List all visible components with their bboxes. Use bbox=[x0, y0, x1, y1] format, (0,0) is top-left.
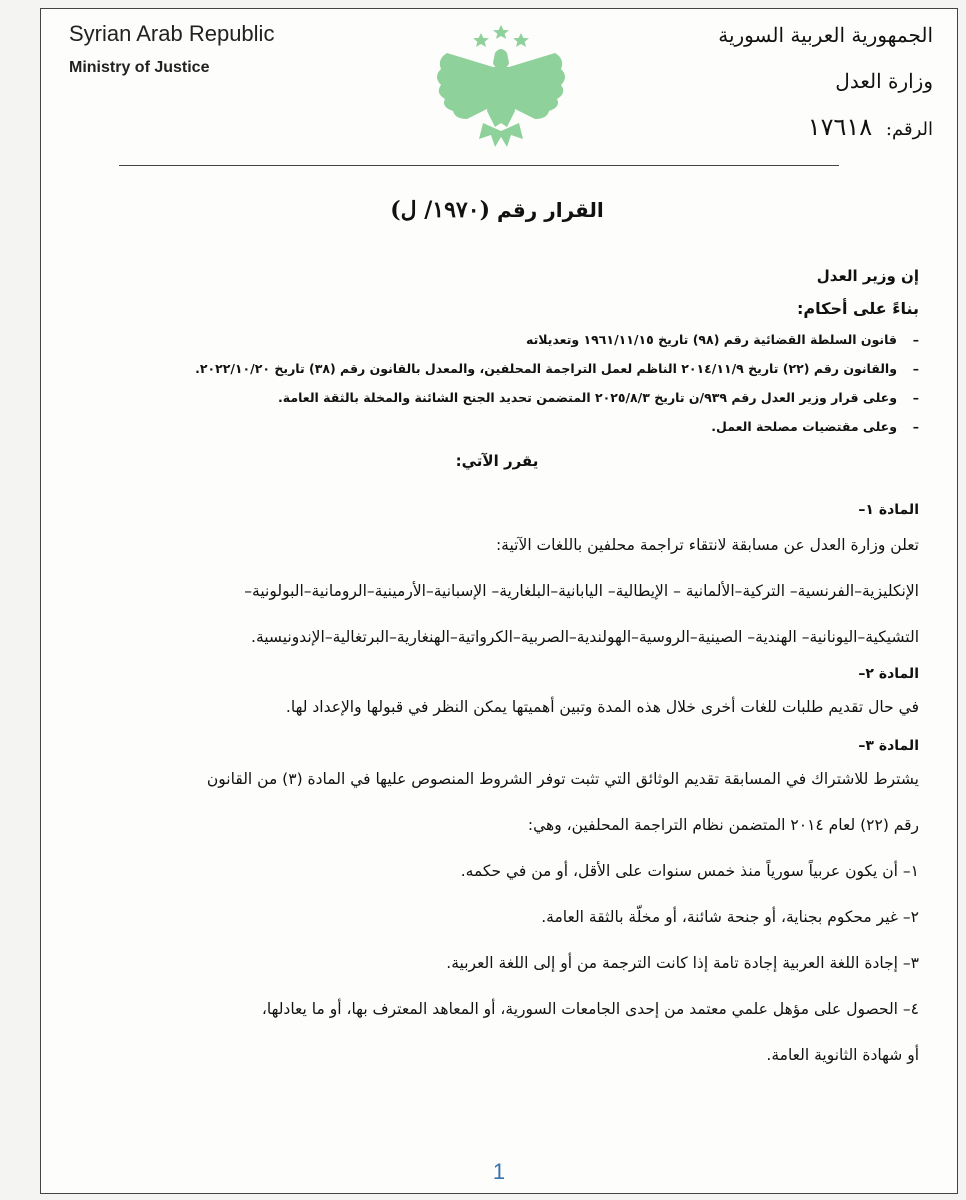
article-line: تعلن وزارة العدل عن مسابقة لانتقاء تراجمة محلفين باللغات الآتية: bbox=[495, 536, 919, 554]
list-item: – وعلى قرار وزير العدل رقم ٩٣٩/ن تاريخ ٢٠٢٥/٨/٣ المتضمن تحديد الجنح الشائنة والمخلة بالثقة العامة. bbox=[75, 390, 919, 405]
article-line: التشيكية–اليونانية– الهندية– الصينية–الروسية–الهولندية–الصربية–الكرواتية–الهنغارية–البرتغالية–الإندونيسية. bbox=[251, 628, 919, 646]
minister-line: إن وزير العدل bbox=[816, 267, 919, 285]
decision-title-prefix: القرار رقم bbox=[496, 198, 604, 222]
article-title: المادة ٣– bbox=[858, 738, 919, 754]
decision-body bbox=[75, 189, 919, 1078]
article-title: المادة ١– bbox=[858, 502, 919, 518]
article-1 bbox=[75, 502, 919, 660]
country-name-ar: الجمهورية العربية السورية bbox=[718, 23, 933, 47]
article-3 bbox=[75, 738, 919, 1078]
article-line: ١– أن يكون عربياً سورياً منذ خمس سنوات على الأقل، أو من في حكمه. bbox=[460, 862, 919, 880]
article-2 bbox=[75, 666, 919, 730]
decides-heading: يقرر الآتي: bbox=[455, 452, 539, 470]
decision-number: (١٩٧٠/ ل) bbox=[390, 197, 490, 223]
list-item: – وعلى مقتضيات مصلحة العمل. bbox=[75, 419, 919, 434]
article-line: ٢– غير محكوم بجناية، أو جنحة شائنة، أو مخلّة بالثقة العامة. bbox=[541, 908, 919, 926]
decision-title bbox=[75, 197, 919, 223]
article-line: الإنكليزية–الفرنسية– التركية–الألمانية – الإيطالية– اليابانية–البلغارية– الإسبانية–الأرمينية–الرومانية–البولونية– bbox=[244, 582, 919, 600]
legal-basis-list bbox=[75, 332, 919, 434]
reference-label: الرقم: bbox=[885, 119, 933, 140]
list-item: – والقانون رقم (٢٢) تاريخ ٢٠١٤/١١/٩ الناظم لعمل التراجمة المحلفين، والمعدل بالقانون رقم (٣٨) تاريخ ٢٠٢٢/١٠/٢٠. bbox=[75, 361, 919, 376]
header-divider bbox=[119, 165, 839, 166]
article-line: يشترط للاشتراك في المسابقة تقديم الوثائق التي تثبت توفر الشروط المنصوص عليها في المادة (٣) من القانون bbox=[206, 770, 919, 788]
article-line: ٣– إجادة اللغة العربية إجادة تامة إذا كانت الترجمة من أو إلى اللغة العربية. bbox=[446, 954, 919, 972]
ministry-name-en: Ministry of Justice bbox=[69, 59, 210, 76]
eagle-emblem-icon bbox=[411, 15, 591, 155]
header-english bbox=[69, 21, 274, 77]
article-line: رقم (٢٢) لعام ٢٠١٤ المتضمن نظام التراجمة المحلفين، وهي: bbox=[527, 816, 919, 834]
article-title: المادة ٢– bbox=[858, 666, 919, 682]
ministry-name-ar: وزارة العدل bbox=[835, 69, 933, 93]
reference-number bbox=[718, 113, 933, 141]
based-on-line: بناءً على أحكام: bbox=[797, 299, 919, 318]
article-line: أو شهادة الثانوية العامة. bbox=[766, 1046, 919, 1064]
article-line: في حال تقديم طلبات للغات أخرى خلال هذه المدة وتبين أهميتها يمكن النظر في قبولها والإعداد لها. bbox=[285, 698, 919, 716]
article-line: ٤– الحصول على مؤهل علمي معتمد من إحدى الجامعات السورية، أو المعاهد المعترف بها، أو ما يعادلها، bbox=[261, 1000, 919, 1018]
page-number: 1 bbox=[492, 1159, 506, 1184]
document-page bbox=[40, 8, 958, 1194]
country-name-en: Syrian Arab Republic bbox=[69, 21, 275, 46]
header-arabic bbox=[718, 23, 933, 141]
reference-value: ١٧٦١٨ bbox=[807, 113, 873, 141]
list-item: – قانون السلطة القضائية رقم (٩٨) تاريخ ١٩٦١/١١/١٥ وتعديلاته bbox=[75, 332, 919, 347]
